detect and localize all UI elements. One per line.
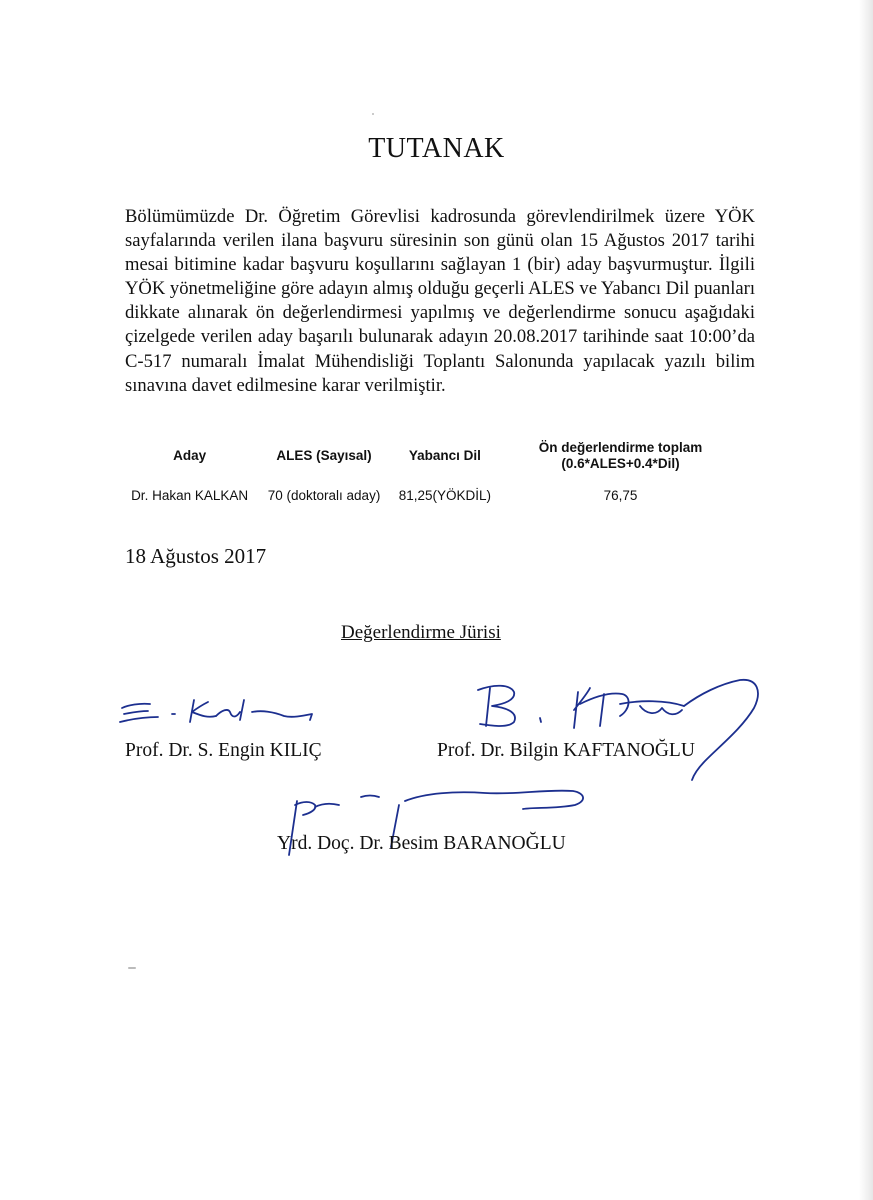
table-header-row (118, 438, 738, 486)
document-date: 18 Ağustos 2017 (125, 544, 267, 568)
document-title: TUTANAK (368, 133, 505, 164)
signatory-name: Prof. Dr. S. Engin KILIÇ (125, 740, 322, 761)
cell-ales-score: 70 (doktoralı aday) (267, 488, 381, 503)
header-pre-evaluation-total: Ön değerlendirme toplam (0.6*ALES+0.4*Dil) (538, 440, 703, 471)
jury-heading: Değerlendirme Jürisi (341, 622, 501, 643)
scan-speck (128, 967, 136, 969)
document-body-paragraph: Bölümümüzde Dr. Öğretim Görevlisi kadrosunda görevlendirilmek üzere YÖK sayfalarında verilen ilana başvuru süresinin son günü olan 15 Ağustos 2017 tarihi mesai bitimine kadar başvuru koşullarını sağlayan 1 (bir) aday başvurmuştur. İlgili YÖK yönetmeliğine göre adayın almış olduğu geçerli ALES ve Yabancı Dil puanları dikkate alınarak ön değerlendirmesi yapılmış ve değerlendirme sonucu aşağıdaki çizelgede verilen aday başarılı bulunarak adayın 20.08.2017 tarihinde saat 10:00’da C-517 numaralı İmalat Mühendisliği Toplantı Salonunda yapılacak yazılı bilim sınavına davet edilmesine karar verilmiştir. (125, 206, 755, 396)
scan-speck (372, 113, 374, 115)
evaluation-table (118, 438, 738, 506)
signatory-name: Yrd. Doç. Dr. Besim BARANOĞLU (277, 833, 566, 854)
signature-bilgin-kaftanoglu (470, 670, 770, 785)
table-row (118, 486, 738, 506)
header-ales: ALES (Sayısal) (276, 448, 372, 463)
header-foreign-language: Yabancı Dil (408, 448, 481, 463)
cell-language-score: 81,25(YÖKDİL) (398, 488, 492, 503)
header-candidate: Aday (173, 448, 207, 463)
scan-page-edge (859, 0, 873, 1200)
cell-total-score: 76,75 (603, 488, 638, 503)
signature-engin-kilic (112, 692, 322, 732)
signatory-name: Prof. Dr. Bilgin KAFTANOĞLU (437, 740, 695, 761)
cell-candidate-name: Dr. Hakan KALKAN (131, 488, 249, 503)
